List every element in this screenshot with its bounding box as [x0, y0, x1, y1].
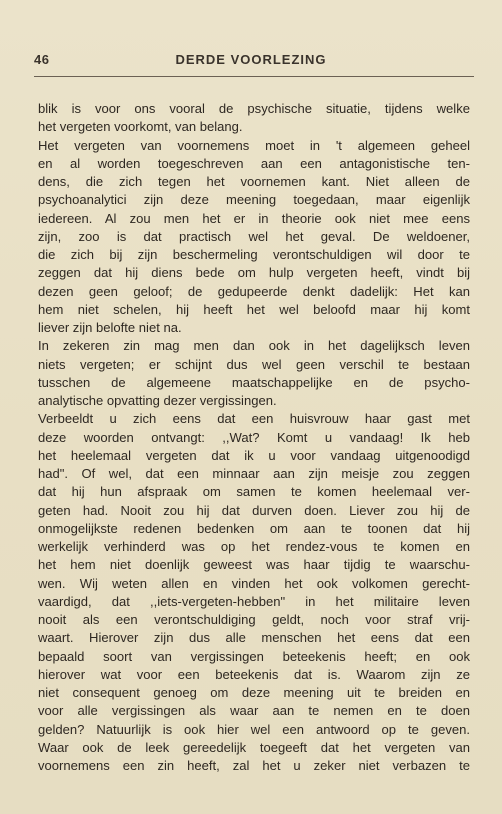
text-line: dens, die zich tegen het voornemen kant. Niet alleen de	[38, 174, 470, 189]
text-line: het vergeten voorkomt, van belang.	[38, 119, 243, 135]
text-line: psychoanalytici zijn deze meening toegedaan, maar eigenlijk	[38, 192, 470, 208]
text-line: Het vergeten van voornemens moet in 't algemeen geheel	[38, 137, 470, 153]
header-rule	[34, 76, 474, 77]
page-number: 46	[34, 52, 50, 67]
text-line: gelden? Natuurlijk is ook hier wel een antwoord op te geven.	[38, 721, 470, 737]
text-line: voor alle vergissingen als waar aan te nemen en te doen	[38, 703, 470, 719]
running-head: DERDE VOORLEZING	[175, 52, 327, 67]
text-line: zeggen dat hij diens bede om hulp vergeten heeft, vindt bij	[38, 265, 470, 281]
text-line: analytische opvatting dezer vergissingen.	[38, 393, 277, 408]
text-line: bepaald soort van vergissingen beteekenis heeft; en ook	[38, 648, 470, 664]
text-line: Verbeeldt u zich eens dat een huisvrouw haar gast met	[38, 411, 470, 427]
text-line: iedereen. Al zou men het er in theorie ook niet mee eens	[38, 210, 470, 226]
text-line: die zich bij zijn beschermeling verontschuldigen wil door te	[38, 247, 470, 262]
text-line: geten had. Nooit zou hij dat durven doen. Liever zou hij de	[38, 502, 470, 518]
text-line: hem niet schelen, hij heeft het wel beloofd maar hij komt	[38, 301, 470, 317]
text-line: nooit als een verontschuldiging geldt, noch voor straf vrij-	[38, 612, 470, 627]
text-line: werkelijk verhinderd was op het rendez-vous te komen en	[38, 539, 470, 554]
text-line: vaardigd, dat ,,iets-vergeten-hebben" in het militaire leven	[38, 593, 470, 609]
text-line: niet consequent genoeg om deze meening uit te breiden en	[38, 685, 470, 700]
text-line: en al worden toegeschreven aan een antagonistische ten-	[38, 155, 470, 171]
page-header	[34, 52, 468, 74]
text-line: liever zijn belofte niet na.	[38, 320, 182, 335]
text-line: wen. Wij weten allen en vinden het ook volkomen gerecht-	[38, 575, 470, 591]
text-line: het heelemaal vergeten dat ik u voor vandaag uitgenoodigd	[38, 447, 470, 463]
text-line: deze woorden ontvangt: ,,Wat? Komt u vandaag! Ik heb	[38, 429, 470, 445]
text-line: tusschen de algemeene maatschappelijke en de psycho-	[38, 374, 470, 390]
text-line: onmogelijkste redenen bedenken om aan te toonen dat hij	[38, 520, 470, 536]
text-line: waart. Hierover zijn dus alle menschen het eens dat een	[38, 630, 470, 646]
text-line: het hem niet doenlijk geweest was haar tijdig te waarschu-	[38, 557, 470, 573]
text-line: Waar ook de leek gereedelijk toegeeft dat het vergeten van	[38, 739, 470, 755]
text-line: dezen geen geloof; de gedupeerde denkt dadelijk: Het kan	[38, 283, 470, 299]
text-line: hierover wat voor een beteekenis dat is. Waarom zijn ze	[38, 666, 470, 682]
text-line: voornemens een zin heeft, zal het u zeker niet verbazen te	[38, 758, 470, 773]
text-line: dat hij hun afspraak om samen te komen heelemaal ver-	[38, 484, 470, 500]
text-line: blik is voor ons vooral de psychische situatie, tijdens welke	[38, 101, 470, 116]
text-line: zijn, zoo is dat practisch wel het geval. De weldoener,	[38, 228, 470, 244]
body-text	[38, 100, 470, 775]
text-line: In zekeren zin mag men dan ook in het dagelijksch leven	[38, 338, 470, 354]
text-line: niets vergeten; er schijnt dus wel geen verschil te bestaan	[38, 356, 470, 372]
text-line: had". Of wel, dat een minnaar aan zijn meisje zou zeggen	[38, 466, 470, 481]
